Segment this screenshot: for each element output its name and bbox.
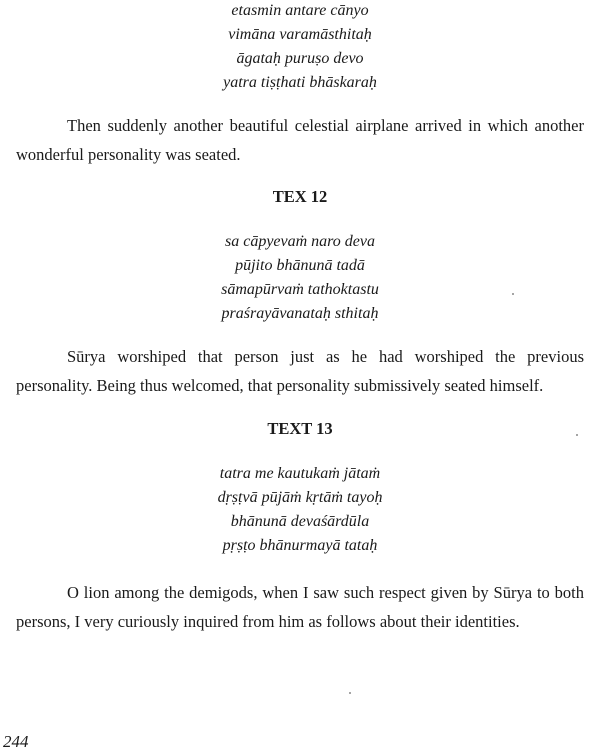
- verse-line: sa cāpyevaṁ naro deva: [224, 233, 376, 250]
- verse-line: vimāna varamāsthitaḥ: [228, 26, 372, 43]
- verse-13: [0, 462, 600, 558]
- verse-line: pṛṣṭo bhānurmayā tataḥ: [222, 537, 378, 554]
- scan-speck: [576, 434, 578, 436]
- translation-paragraph-1: Then suddenly another beautiful celestial airplane arrived in which another wonderful personality was seated.: [16, 116, 584, 164]
- verse-12: [0, 230, 600, 326]
- verse-line: praśrayāvanataḥ sthitaḥ: [221, 305, 379, 322]
- page-number: 244: [3, 732, 29, 751]
- translation-paragraph-2: Sūrya worshiped that person just as he had worshiped the previous personality. Being thus welcomed, that personality submissively seated himself.: [16, 347, 584, 395]
- text-13-heading: TEXT 13: [267, 419, 333, 438]
- verse-line: tatra me kautukaṁ jātaṁ: [219, 465, 381, 482]
- verse-line: pūjito bhānunā tadā: [235, 257, 365, 274]
- translation-paragraph-3: O lion among the demigods, when I saw such respect given by Sūrya to both persons, I very curiously inquired from him as follows about their identities.: [16, 583, 584, 631]
- scan-speck: [349, 692, 351, 694]
- verse-line: sāmapūrvaṁ tathoktastu: [221, 281, 379, 298]
- verse-line: bhānunā devaśārdūla: [230, 513, 370, 530]
- verse-line: dṛṣṭvā pūjāṁ kṛtāṁ tayoḥ: [217, 489, 383, 506]
- verse-line: yatra tiṣṭhati bhāskaraḥ: [223, 74, 377, 91]
- text-12-heading: TEX 12: [272, 187, 328, 206]
- scan-speck: [512, 293, 514, 295]
- verse-line: āgataḥ puruṣo devo: [236, 50, 364, 67]
- verse-line: etasmin antare cānyo: [231, 2, 369, 19]
- verse-top: [0, 0, 600, 95]
